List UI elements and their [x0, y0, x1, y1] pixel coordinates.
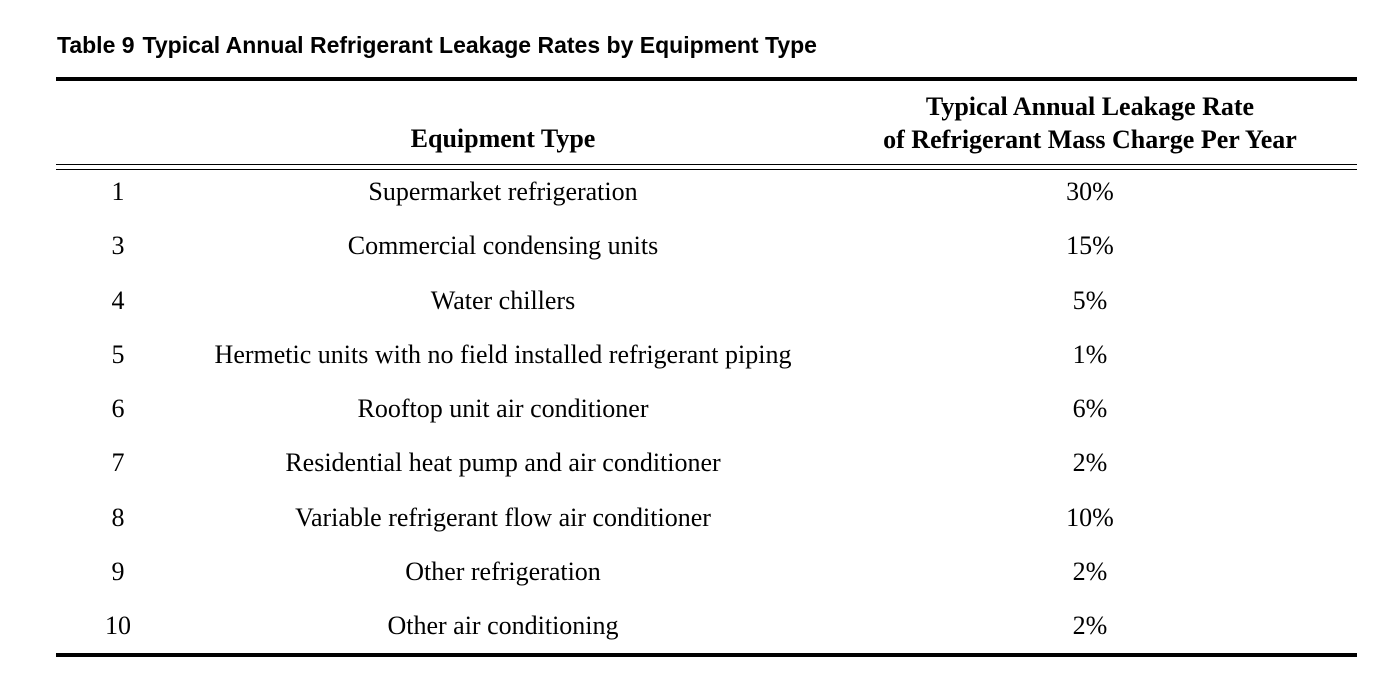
row-number: 4	[111, 285, 125, 315]
leakage-rate-cell: 10%	[1066, 502, 1114, 532]
row-number: 5	[111, 339, 125, 369]
table-number: Table 9	[57, 32, 135, 58]
header-leakage-rate-line2: of Refrigerant Mass Charge Per Year	[883, 125, 1297, 154]
leakage-rate-cell: 6%	[1072, 394, 1108, 424]
equipment-type-cell: Water chillers	[430, 285, 576, 315]
equipment-type-cell: Other air conditioning	[387, 611, 619, 641]
leakage-rate-cell: 1%	[1072, 339, 1108, 369]
equipment-type-cell: Hermetic units with no field installed refrigerant piping	[214, 339, 792, 369]
row-number: 3	[111, 231, 125, 261]
equipment-type-cell: Commercial condensing units	[347, 231, 659, 261]
row-number: 1	[111, 177, 125, 206]
header-rule-upper	[56, 164, 1357, 165]
table-row	[56, 437, 1357, 491]
table-row	[56, 492, 1357, 546]
equipment-type-cell: Supermarket refrigeration	[368, 177, 638, 206]
equipment-type-cell: Rooftop unit air conditioner	[357, 394, 649, 424]
table-body	[56, 166, 1357, 655]
leakage-rate-cell: 2%	[1072, 448, 1108, 478]
table-row	[56, 220, 1357, 274]
table-row	[56, 600, 1357, 654]
leakage-rate-cell: 5%	[1072, 285, 1108, 315]
row-number: 8	[111, 502, 125, 532]
table-caption	[57, 30, 817, 60]
header-leakage-rate	[840, 90, 1340, 156]
table-row	[56, 329, 1357, 383]
leakage-rate-cell: 2%	[1072, 611, 1108, 641]
equipment-type-cell: Residential heat pump and air conditioner	[285, 448, 721, 478]
equipment-type-cell: Other refrigeration	[405, 557, 601, 587]
table-top-rule	[56, 77, 1357, 81]
leakage-rate-cell: 30%	[1066, 177, 1114, 206]
leakage-rate-cell: 15%	[1066, 231, 1114, 261]
table-row	[56, 166, 1357, 220]
table-title: Typical Annual Refrigerant Leakage Rates by Equipment Type	[142, 32, 817, 58]
table-row	[56, 383, 1357, 437]
row-number: 7	[111, 448, 125, 478]
table-bottom-rule	[56, 653, 1357, 657]
table-row	[56, 275, 1357, 329]
header-equipment-type: Equipment Type	[410, 124, 596, 153]
row-number: 6	[111, 394, 125, 424]
header-leakage-rate-line1: Typical Annual Leakage Rate	[925, 92, 1255, 121]
leakage-rate-cell: 2%	[1072, 557, 1108, 587]
equipment-type-cell: Variable refrigerant flow air conditioner	[295, 502, 711, 532]
row-number: 9	[111, 557, 125, 587]
row-number: 10	[105, 611, 131, 641]
table-row	[56, 546, 1357, 600]
